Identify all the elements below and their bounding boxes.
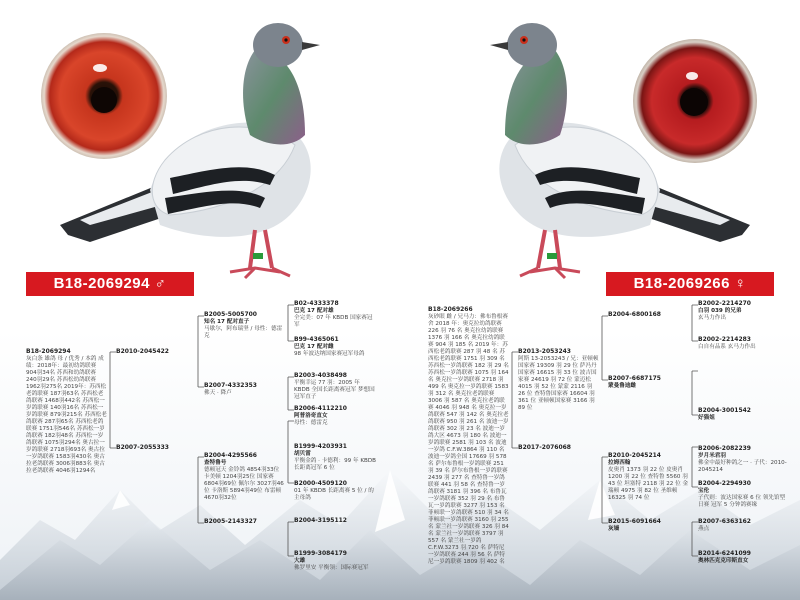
ring-number: B18-2069266	[428, 306, 473, 313]
hen-ggs2-entry	[698, 407, 788, 422]
bird-name: 奥林匹克克印斯直女	[698, 557, 749, 564]
cock-ring-number: B18-2069294	[53, 275, 150, 292]
hen-ggs1-entry	[698, 300, 788, 322]
ring-number: B2004-3001542	[698, 407, 751, 414]
hen-pigeon-image	[470, 10, 760, 295]
entry-description: 平衡金鸽 · 卡德利：99 年 KBDB 长距离冠军 6 位	[294, 457, 377, 471]
ring-number: B2004-4295566	[204, 452, 257, 459]
entry-description: 马歇尔，阿布瑞坚 / 母性：德雷克	[204, 325, 283, 339]
entry-description: 阿斯 13-2053243 / 兄：亚顿顿国家赛 19309 羽 29 位 萨冯丹国家赛 16615 羽 33 位 波吉国家赛 24619 羽 72 位 蒙迈松 4015 羽 52 位 蒙蒙 2116 羽 26 位 查特鲁国家赛 16604 羽 361 位 亚顿顿国家赛 3166 羽 89 位	[518, 355, 599, 411]
entry-description: 灰砂眼 雌 / 兄马力：佛布鲁根赛舍 2018 年：奥克拉幼鸽联赛 226 羽 76 名 奥克拉幼鸽联赛 1376 羽 166 名 奥克拉幼鸽联赛 904 羽 185 名 2019 年：苏西松老鸽联赛 287 羽 48 名 苏西松老鸽联赛 1751 羽 309 名 苏西松一岁鸽联赛 182 羽 29 名 苏西松一岁鸽联赛 1075 羽 164 名 奥克拉一岁鸽联赛 2718 羽 499 名 奥克拉一岁鸽联赛 1583 羽 312 名 奥克拉老鸽联赛 3006 羽 587 名 奥克拉老鸽联赛 4046 羽 948 名 奥克拉一岁鸽联赛 547 羽 142 名 奥克拉老鸽联赛 950 羽 261 名 波迪一岁鸽联赛 302 羽 23 名 波迪一岁鸽大区 4673 羽 180 名 波迪一岁鸽联赛 2581 羽 103 名 波迪一岁鸽 C.F.W.3864 羽 110 名 波迪一岁鸽全国 17669 羽 578 名 萨尔布鲁根一岁鸽联赛 251 羽 39 名 萨尔布鲁根一岁鸽联赛 2439 羽 277 名 查特鲁一岁鸽联赛 441 羽 58 名 查特鲁一岁鸽联赛 3181 羽 396 名 布鲁瓦一岁鸽联赛 352 羽 29 名 布鲁瓦一岁鸽联赛 3277 羽 153 名 菲顿联一岁鸽联赛 510 羽 34 名 菲顿联一岁鸽联赛 3160 羽 255 名 蒙兰社一岁鸽联赛 326 羽 84 名 蒙兰社一岁鸽联赛 3797 羽 557 名 蒙兰社一岁鸽 C.F.W.3273 羽 720 名 萨特尼一岁鸽联赛 244 羽 56 名 萨特尼一岁鸽联赛 1809 羽 402 名	[428, 313, 509, 565]
entry-description: 母性：德雷克	[294, 419, 328, 426]
ring-number: B2013-2053243	[518, 348, 571, 355]
entry-description: 98 年波达纳国家赛冠军母鸽	[294, 350, 365, 357]
ring-number: B99-4365061	[294, 336, 339, 343]
ring-number: B2004-3195112	[294, 517, 347, 524]
entry-description: 佛天 · 降卢	[204, 389, 232, 396]
ring-number: B2015-6091664	[608, 518, 661, 525]
bird-name: 白羽 039 的兄弟	[698, 307, 742, 314]
hen-ggs3-entry	[698, 480, 788, 509]
bird-name: 知名 17 配对直子	[204, 318, 250, 325]
ring-number: B1999-3084179	[294, 550, 347, 557]
cock-ggs3-entry	[294, 443, 376, 472]
ring-number: B2004-6800168	[608, 311, 661, 318]
entry-description: 佛罗里安 平衡领：国际赛冠军	[294, 564, 369, 571]
hen-dam-entry	[518, 444, 600, 452]
cock-ggd3-entry	[294, 480, 376, 502]
hen-subject-entry	[428, 306, 510, 566]
ring-number: B2006-4112210	[294, 405, 347, 412]
cock-ring-banner	[26, 272, 194, 296]
ring-number: B2010-2045214	[608, 452, 661, 459]
ring-number: B2006-2082239	[698, 445, 751, 452]
entry-description: 白自有品系 玄马力作出	[698, 343, 756, 350]
bird-name: 巴克 17 配对雌	[294, 343, 334, 350]
entry-description: 子代则：波达国家赛 6 位 领先馆型日赛 冠军 5 分钟鸽赛缘	[698, 494, 786, 508]
cock-ggd2-entry	[294, 405, 376, 427]
bird-name: 大雄	[294, 557, 306, 564]
hen-ggs4-entry	[698, 550, 788, 565]
ring-number: B2004-2294930	[698, 480, 751, 487]
ring-number: B2010-2045422	[116, 348, 169, 355]
entry-description: 全完美：07 年 KBDB 国家赛冠军	[294, 314, 373, 328]
cock-sire-sire-entry	[204, 311, 286, 340]
male-symbol-icon: ♂	[154, 275, 167, 292]
hen-dam-sire-entry	[608, 452, 690, 502]
hen-ggd3-entry	[698, 518, 788, 533]
cock-ggs1-entry	[294, 300, 376, 329]
ring-number: B2007-2055333	[116, 444, 169, 451]
cock-dam-dam-entry	[204, 518, 286, 526]
hen-ring-banner	[606, 272, 774, 296]
ring-number: B02-4333378	[294, 300, 339, 307]
ring-number: B2017-2076068	[518, 444, 571, 451]
hen-ring-number: B18-2069266	[633, 275, 730, 292]
ring-number: B2007-6687175	[608, 375, 661, 382]
ring-number: B2005-2143327	[204, 518, 257, 525]
bird-name: 阿普洛奇直女	[294, 412, 328, 419]
bird-name: 查特鲁号	[204, 459, 227, 466]
cock-pigeon-image	[50, 10, 340, 295]
cock-ggs2-entry	[294, 372, 376, 401]
female-symbol-icon: ♀	[734, 275, 747, 292]
hen-ggd1-entry	[698, 336, 788, 351]
bird-name: 拉姆西翰	[608, 459, 631, 466]
ring-number: B2014-6241099	[698, 550, 751, 557]
ring-number: B2002-2214283	[698, 336, 751, 343]
hen-sire-entry	[518, 348, 600, 412]
bird-name: 灰墙	[608, 525, 620, 532]
entry-description: 佛金中最好种鸽之一 · 子代：2010-2045214	[698, 459, 787, 473]
entry-description: 燕点	[698, 525, 710, 532]
ring-number: B1999-4203931	[294, 443, 347, 450]
hen-sire-dam-entry	[608, 375, 690, 390]
bird-name: 蒙曼鲁迪雌	[608, 382, 636, 389]
hen-dam-dam-entry	[608, 518, 690, 533]
cock-ggd4-entry	[294, 550, 376, 572]
bird-name: 宝伦	[698, 487, 710, 494]
cock-sire-dam-entry	[204, 382, 286, 397]
ring-number: B2005-5005700	[204, 311, 257, 318]
ring-number: B18-2069294	[26, 348, 71, 355]
cock-sire-entry	[116, 348, 196, 356]
entry-description: 灰白条 雄鸽 母 / 优秀 / 本鸽 成绩：2018年：最初幼鸽联赛 904羽34名 苏西和幼鸽联赛 240羽29名 苏西松幼鸽联赛 1962羽275名 2019年：苏西松老鸽联赛 187羽63名 苏西松老鸽联赛 1468羽442名 苏西松一岁鸽联赛 140羽16名 苏西松一岁鸽联赛 879羽215名 苏西松老鸽联赛 287羽65名 苏西松老鸽联赛 1751羽546名 苏西松一岁鸽联赛 182羽48名 苏西松一岁鸽联赛 1075羽294名 奥古拉一岁鸽联赛 2718羽693名 奥古拉一岁鸽联赛 1583羽430名 奥古拉老鸽联赛 3006羽883名 奥古拉老鸽联赛 4046羽1294名	[26, 355, 107, 474]
cock-ggs4-entry	[294, 517, 376, 525]
entry-description: 玄马力作出	[698, 314, 726, 321]
bird-name: 胡贝雷	[294, 450, 311, 457]
entry-description: 01 年 KBDB 长距离赛 5 位 / 的主母鸽	[294, 487, 374, 501]
cock-subject-entry	[26, 348, 108, 475]
entry-description: 平衡幸运 77 羽：2005 年 KBDB 全国长距离赛冠军 梦想国冠军直子	[294, 379, 375, 400]
hen-sire-sire-entry	[608, 311, 690, 319]
hen-ggd2-entry	[698, 445, 788, 474]
cock-dam-entry	[116, 444, 196, 452]
cock-ggd1-entry	[294, 336, 376, 358]
ring-number: B2003-4038498	[294, 372, 347, 379]
bird-name: 岁月米君羽	[698, 452, 726, 459]
ring-number: B2007-6363162	[698, 518, 751, 525]
ring-number: B2007-4332353	[204, 382, 257, 389]
entry-description: 德顿冠天 金铃鸽 4854羽33位 卡美顿 1204羽25位 国家赛 6804羽69位 佩尔尔 3027羽46位 卡洛斯 5894羽49位 布雷顿 4670羽32位	[204, 466, 284, 501]
cock-dam-sire-entry	[204, 452, 286, 502]
bird-name: 巴克 17 配对雄	[294, 307, 334, 314]
bird-name: 好猫姐	[698, 414, 715, 421]
ring-number: B2002-2214270	[698, 300, 751, 307]
ring-number: B2000-4509120	[294, 480, 347, 487]
entry-description: 皮奥肖 1373 羽 22 位 皮奥肖 1200 羽 22 位 查特鲁 5560 羽 43 位 坦塞特 2118 羽 22 位 金瑞顿 4975 羽 82 位 圣维顿 16325 羽 74 位	[608, 466, 689, 501]
